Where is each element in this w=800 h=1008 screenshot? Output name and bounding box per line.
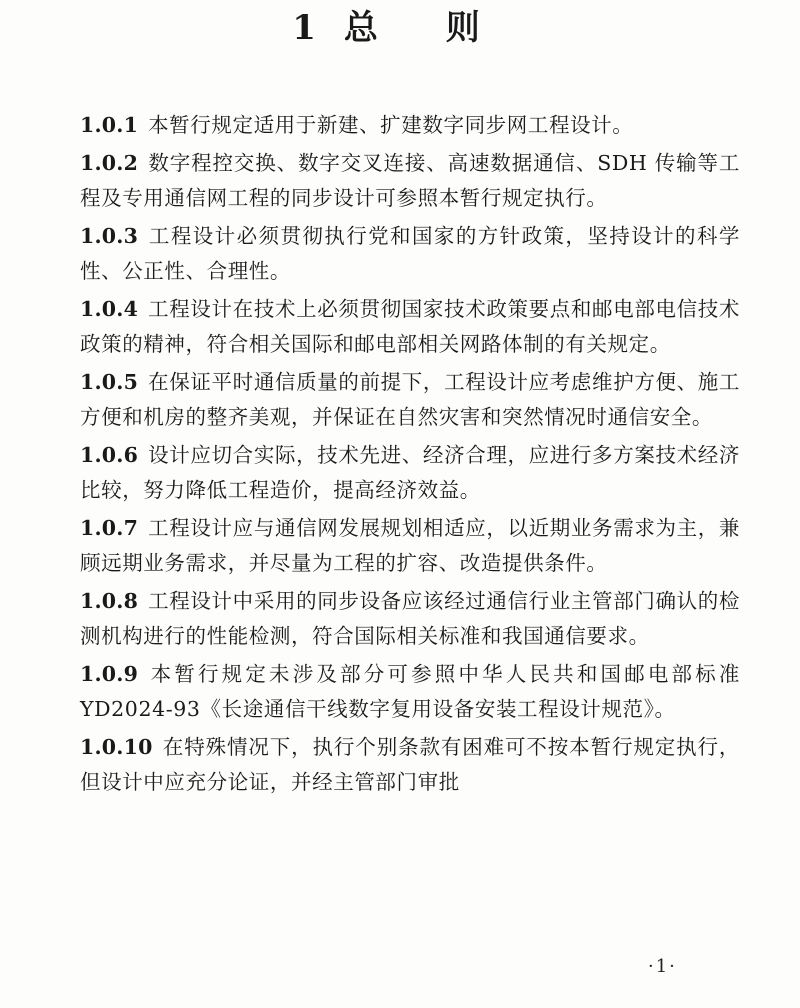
clause-1-0-2: [80, 146, 740, 217]
clause-text: 本暂行规定未涉及部分可参照中华人民共和国邮电部标准 YD2024-93《长途通信干线数字复用设备安装工程设计规范》。: [80, 661, 740, 721]
clause-number: 1.0.5: [80, 369, 139, 394]
clause-1-0-1: [80, 108, 740, 144]
clause-number: 1.0.10: [80, 734, 153, 759]
clause-number: 1.0.7: [80, 515, 139, 540]
clause-list: [80, 108, 740, 803]
page-number: ·1·: [648, 956, 677, 977]
clause-1-0-9: [80, 657, 740, 728]
clause-text: 本暂行规定适用于新建、扩建数字同步网工程设计。: [148, 113, 634, 137]
clause-1-0-10: [80, 730, 740, 801]
clause-text: 工程设计应与通信网发展规划相适应，以近期业务需求为主，兼顾远期业务需求，并尽量为工程的扩容、改造提供条件。: [80, 515, 740, 575]
clause-number: 1.0.9: [80, 661, 139, 686]
clause-number: 1.0.3: [80, 223, 139, 248]
clause-text: 工程设计在技术上必须贯彻国家技术政策要点和邮电部电信技术政策的精神，符合相关国际和邮电部相关网路体制的有关规定。: [80, 296, 740, 356]
clause-number: 1.0.8: [80, 588, 139, 613]
clause-text: 在保证平时通信质量的前提下，工程设计应考虑维护方便、施工方便和机房的整齐美观，并保证在自然灾害和突然情况时通信安全。: [80, 369, 740, 429]
clause-1-0-4: [80, 292, 740, 363]
clause-text: 工程设计必须贯彻执行党和国家的方针政策，坚持设计的科学性、公正性、合理性。: [80, 223, 740, 283]
clause-1-0-6: [80, 438, 740, 509]
clause-1-0-5: [80, 365, 740, 436]
clause-number: 1.0.1: [80, 113, 139, 137]
clause-number: 1.0.4: [80, 296, 139, 321]
clause-1-0-7: [80, 511, 740, 582]
clause-number: 1.0.2: [80, 150, 139, 175]
clause-text: 数字程控交换、数字交叉连接、高速数据通信、SDH 传输等工程及专用通信网工程的同步设计可参照本暂行规定执行。: [80, 150, 740, 210]
chapter-title: [0, 6, 800, 50]
clause-1-0-3: [80, 219, 740, 290]
chapter-number: 1: [292, 8, 318, 48]
chapter-name: 总 则: [343, 8, 508, 48]
clause-text: 在特殊情况下，执行个别条款有困难可不按本暂行规定执行，但设计中应充分论证，并经主管部门审批: [80, 734, 740, 794]
clause-text: 设计应切合实际，技术先进、经济合理，应进行多方案技术经济比较，努力降低工程造价，提高经济效益。: [80, 442, 740, 502]
clause-1-0-8: [80, 584, 740, 655]
clause-text: 工程设计中采用的同步设备应该经过通信行业主管部门确认的检测机构进行的性能检测，符合国际相关标准和我国通信要求。: [80, 588, 740, 648]
clause-number: 1.0.6: [80, 442, 139, 467]
